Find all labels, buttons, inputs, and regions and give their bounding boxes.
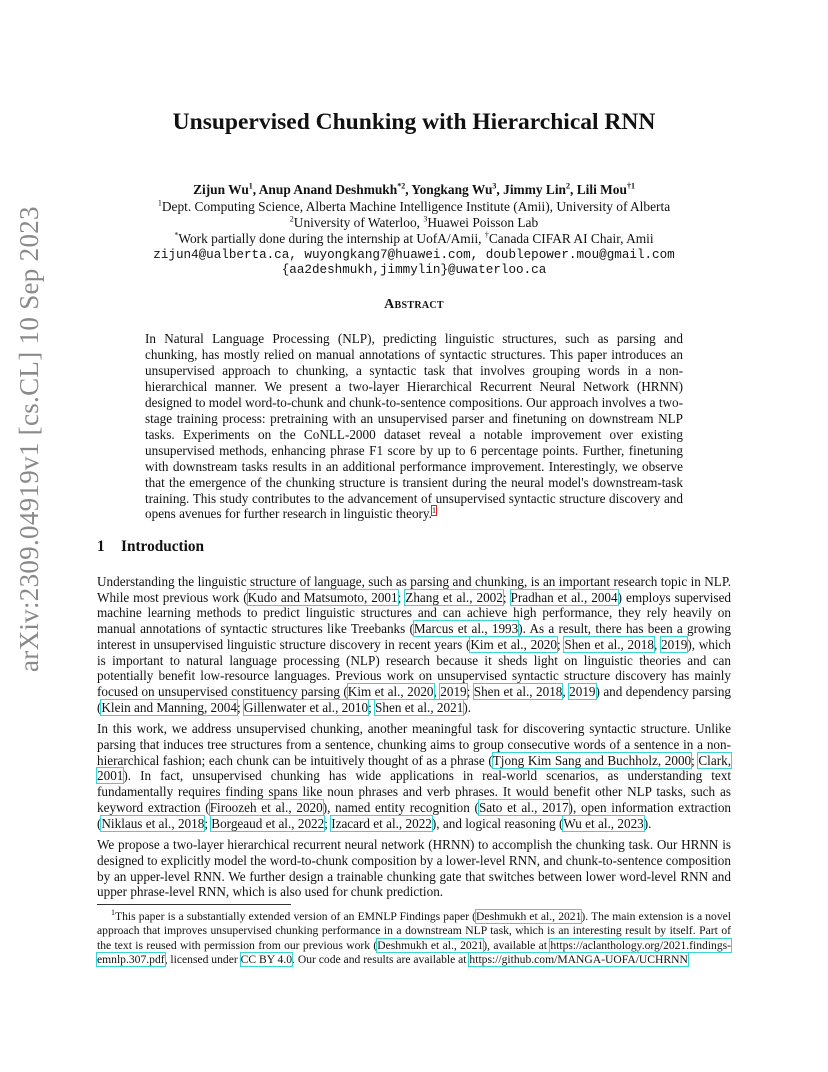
affiliation-text: Work partially done during the internship at UofA/Amii, — [178, 231, 485, 246]
paragraph-text: Understanding the linguistic structure of language, such as parsing and chunking, is an important research topic in NLP. While most previous work ( — [97, 574, 731, 605]
citation-link[interactable]: Izacard et al., 2022 — [331, 815, 432, 831]
introduction-body — [97, 574, 731, 906]
paper-title: Unsupervised Chunking with Hierarchical RNN — [172, 109, 656, 135]
footnote-text: ), available at — [483, 938, 551, 952]
footnote-text: . Our code and results are available at — [292, 952, 470, 966]
paragraph — [97, 721, 731, 831]
abstract-text — [145, 331, 683, 522]
author-affiliation-mark: 2 — [566, 181, 570, 191]
paragraph — [97, 574, 731, 715]
paragraph: We propose a two-layer hierarchical recurrent neural network (HRNN) to accomplish the chunking task. Our HRNN is designed to explicitly model the word-to-chunk composition by a lower-level RNN, and chunk-to-sentence composition by an upper-level RNN. We further design a trainable chunking gate that switches between lower word-level RNN and upper phrase-level RNN, which is also used for chunk prediction. — [97, 837, 731, 900]
author-affiliation-mark: 1 — [248, 181, 253, 191]
paragraph-text: , — [433, 683, 441, 699]
license-link[interactable]: CC BY 4.0 — [240, 952, 293, 966]
paragraph-text: ) and dependency parsing ( — [97, 683, 732, 715]
paragraph-text: ). — [463, 699, 472, 715]
paragraph-text: ; — [691, 752, 699, 768]
paragraph-text: ; — [204, 815, 212, 831]
affiliation-line — [0, 215, 828, 231]
citation-link[interactable]: Firoozeh et al., 2020 — [209, 799, 323, 815]
footnote-divider — [97, 904, 291, 905]
paragraph-text: ), named entity recognition ( — [322, 799, 479, 815]
footnote-text: ). The main extension is a novel approach that improves unsupervised chunking performance in a downstream NLP task, which is an interesting result by itself. Part of the text is reused with permission from our previous work ( — [97, 910, 731, 952]
citation-link[interactable]: Clark, 2001 — [97, 752, 731, 784]
author-name: Lili Mou — [576, 182, 627, 197]
paragraph-text: ; — [502, 589, 511, 605]
paragraph-text: ; — [397, 589, 406, 605]
citation-link[interactable]: Shen et al., 2021 — [375, 699, 464, 715]
affiliation-text: Huawei Poisson Lab — [427, 215, 539, 230]
affiliation-text: University of Waterloo, — [293, 215, 424, 230]
footnote — [97, 910, 731, 967]
paragraph-text: ). — [643, 815, 652, 831]
citation-link[interactable]: Deshmukh et al., 2021 — [377, 938, 484, 952]
affiliation-note-line — [0, 231, 828, 247]
affiliation-text: Canada CIFAR AI Chair, Amii — [488, 231, 654, 246]
citation-link[interactable]: Pradhan et al., 2004 — [510, 589, 618, 605]
paragraph-text: ; — [368, 699, 376, 715]
section-number: 1 — [97, 538, 105, 555]
citation-link[interactable]: Tjong Kim Sang and Buchholz, 2000 — [492, 752, 692, 768]
author-name: Zijun Wu — [193, 182, 249, 197]
affiliation-text: Dept. Computing Science, Alberta Machine Intelligence Institute (Amii), University of Alberta — [161, 199, 671, 214]
paragraph-text: ; — [556, 636, 565, 652]
paragraph-text: ; — [236, 699, 244, 715]
citation-link[interactable]: 2019 — [569, 683, 596, 699]
citation-link[interactable]: Zhang et al., 2002 — [405, 589, 503, 605]
author-affiliation-mark: 3 — [492, 181, 497, 191]
citation-link[interactable]: Deshmukh et al., 2021 — [476, 910, 582, 923]
affiliation-line — [0, 199, 828, 215]
aclanthology-url-link[interactable]: https://aclanthology.org/2021.findings-emnlp.307.pdf — [97, 938, 732, 966]
citation-link[interactable]: Marcus et al., 1993 — [413, 621, 519, 637]
citation-link[interactable]: Kudo and Matsumoto, 2001 — [247, 589, 398, 605]
citation-link[interactable]: Klein and Manning, 2004 — [101, 699, 237, 715]
footnote-reference-link[interactable]: 1 — [431, 506, 436, 516]
citation-link[interactable]: Shen et al., 2018 — [473, 683, 563, 699]
citation-link[interactable]: Shen et al., 2018 — [564, 636, 654, 652]
arxiv-identifier-stamp: arXiv:2309.04919v1 [cs.CL] 10 Sep 2023 — [14, 206, 44, 672]
author-name: Jimmy Lin — [503, 182, 566, 197]
paragraph-text: In this work, we address unsupervised chunking, another meaningful task for discovering syntactic structure. Unlike parsing that induces tree structures from a sentence, chunking aims to group consecutive words of a sentence in a non-hierarchical fashion; each chunk can be intuitively thought of as a phrase ( — [97, 721, 731, 768]
paragraph-text: ) employs supervised machine learning methods to predict linguistic structures and can achieve high performance, they rely heavily on manual annotations of syntactic structures like Treebanks ( — [97, 589, 732, 637]
author-emails: zijun4@ualberta.ca, wuyongkang7@huawei.com, doublepower.mou@gmail.com — [153, 248, 675, 262]
paragraph-text: ), open information extraction ( — [97, 799, 732, 831]
author-name: Anup Anand Deshmukh — [258, 182, 398, 197]
author-affiliation-mark: †1 — [626, 181, 635, 191]
section-title: Introduction — [121, 538, 205, 555]
author-emails-group: {aa2deshmukh,jimmylin}@uwaterloo.ca — [281, 263, 547, 277]
citation-link[interactable]: Borgeaud et al., 2022 — [211, 815, 325, 831]
citation-link[interactable]: Kim et al., 2020 — [470, 636, 557, 652]
author-affiliation-mark: *2 — [397, 181, 406, 191]
citation-link[interactable]: Kim et al., 2020 — [347, 683, 434, 699]
abstract-heading: Abstract — [384, 297, 444, 312]
footnote-text: , licensed under — [164, 952, 241, 966]
affiliation-mark: 2 — [289, 214, 294, 224]
author-list: Zijun Wu$^1$, Anup Anand Deshmukh$^{*2}$, Yongkang Wu$^3$, Jimmy Lin$^2$, Lili Mou$^{\dagger 1}$ — [193, 181, 635, 197]
footnote-mark: 1 — [111, 908, 115, 918]
paragraph-text: ), and logical reasoning ( — [431, 815, 564, 831]
abstract-body: In Natural Language Processing (NLP), predicting linguistic structures, such as parsing and chunking, has mostly relied on manual annotations of syntactic structures. This paper introduces an unsupervised approach to chunking, a syntactic task that involves grouping words in a non-hierarchical manner. We present a two-layer Hierarchical Recurrent Neural Network (HRNN) designed to model word-to-chunk and chunk-to-sentence compositions. Our approach involves a two-stage training process: pretraining with an unsupervised parser and finetuning on downstream NLP tasks. Experiments on the CoNLL-2000 dataset reveal a notable improvement over existing unsupervised methods, enhancing phrase F1 score by up to 6 percentage points. Further, finetuning with downstream tasks results in an additional performance improvement. Interestingly, we observe that the emergence of the chunking structure is transient during the neural model's downstream-task training. This study contributes to the advancement of unsupervised syntactic structure discovery and opens avenues for further research in linguistic theory. — [145, 331, 683, 522]
section-heading-introduction — [97, 538, 204, 556]
paragraph-text: ; — [324, 815, 332, 831]
affiliation-mark: * — [174, 230, 179, 240]
paragraph-text: ), which is important to natural language processing (NLP) research because it sheds light on linguistic theories and can potentially benefit low-resource languages. Previous work on unsupervised syntactic structure discovery has mainly focused on unsupervised constituency parsing ( — [97, 636, 731, 699]
citation-link[interactable]: 2019 — [660, 636, 688, 652]
affiliation-mark: 1 — [157, 198, 162, 208]
citation-link[interactable]: Gillenwater et al., 2010 — [243, 699, 369, 715]
paragraph-text: ; — [466, 683, 474, 699]
citation-link[interactable]: Wu et al., 2023 — [563, 815, 644, 831]
paragraph-text: ). In fact, unsupervised chunking has wide applications in real-world scenarios, as understanding text fundamentally requires finding spans like noun phrases and verb phrases. It would benefit other NLP tasks, such as keyword extraction ( — [97, 768, 731, 815]
footnote-text: This paper is a substantially extended version of an EMNLP Findings paper ( — [115, 910, 477, 923]
paragraph-text: , — [653, 636, 661, 652]
citation-link[interactable]: Niklaus et al., 2018 — [101, 815, 205, 831]
github-url-link[interactable]: https://github.com/MANGA-UOFA/UCHRNN — [469, 952, 688, 966]
affiliation-mark: † — [484, 230, 489, 240]
author-name: Yongkang Wu — [411, 182, 493, 197]
paragraph-text: ). As a result, there has been a growing interest in unsupervised linguistic structure discovery in recent years ( — [97, 621, 731, 652]
paragraph-text: , — [562, 683, 570, 699]
citation-link[interactable]: 2019 — [440, 683, 467, 699]
citation-link[interactable]: Sato et al., 2017 — [478, 799, 569, 815]
affiliation-mark: 3 — [423, 214, 428, 224]
